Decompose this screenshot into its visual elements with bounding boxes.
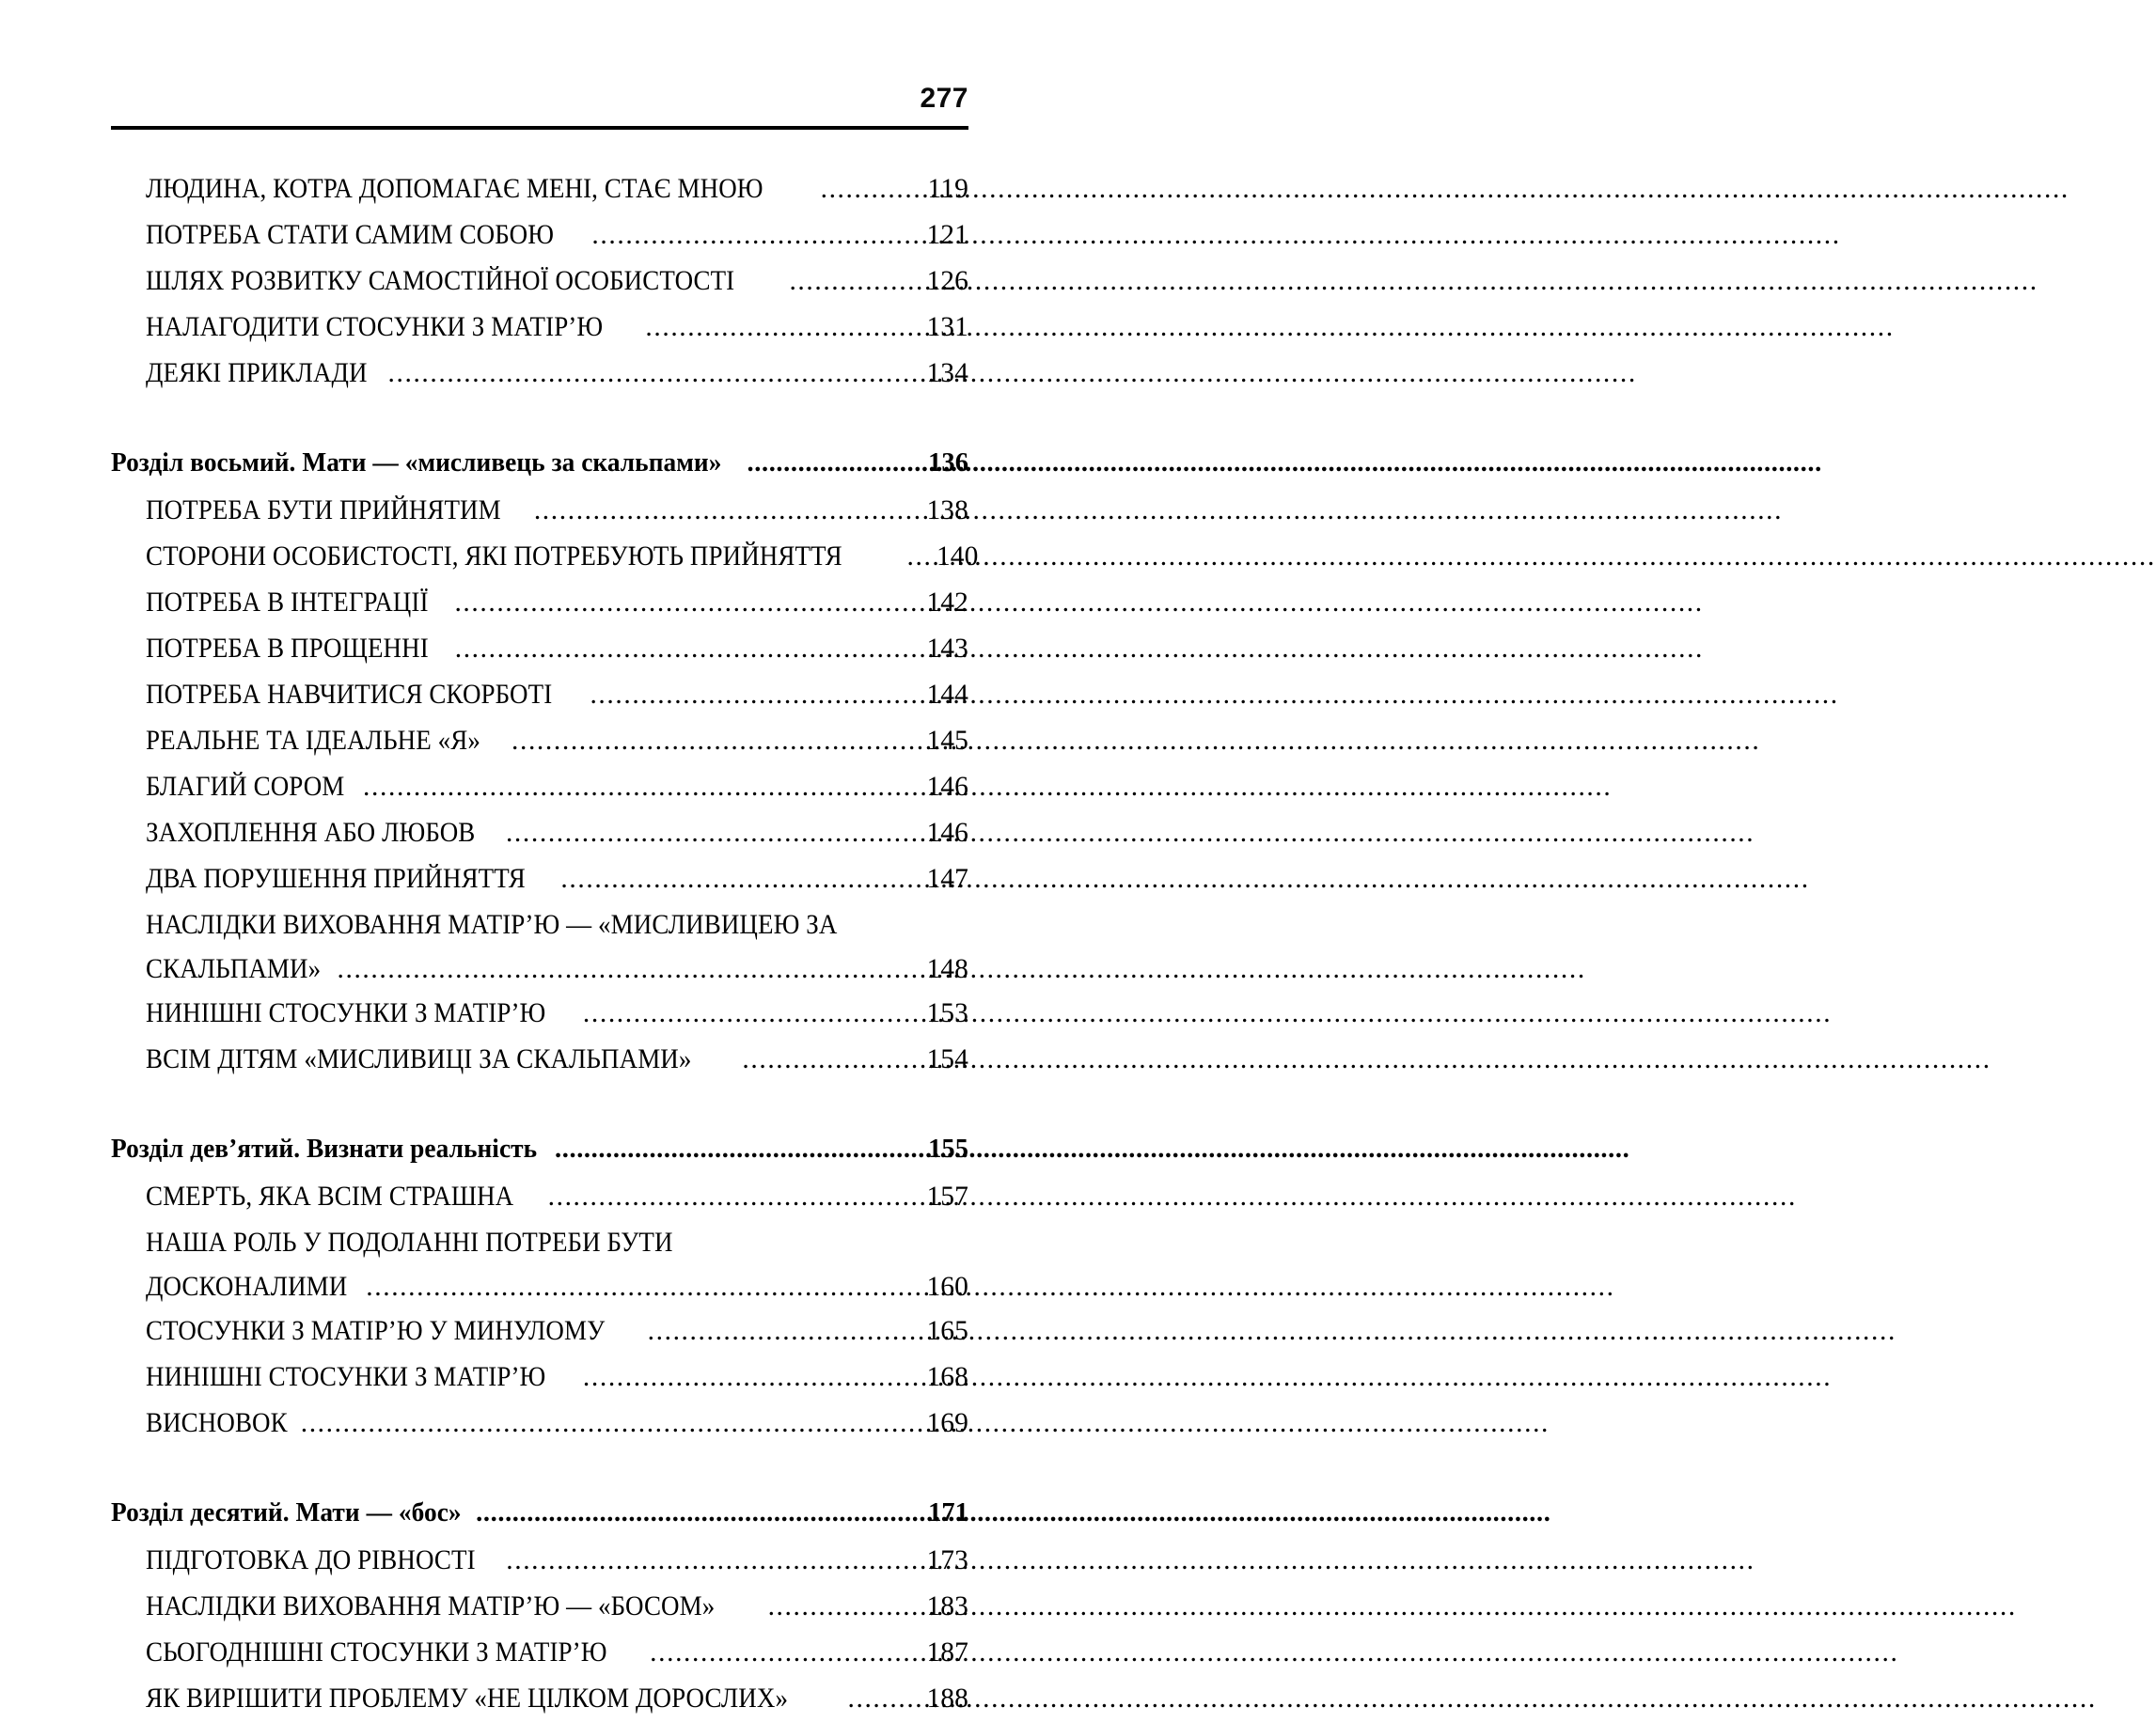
toc-entry[interactable] xyxy=(111,992,968,1036)
dot-leader xyxy=(583,992,903,1036)
dot-leader xyxy=(821,167,903,211)
toc-entry-title: НИНІШНІ СТОСУНКИ З МАТІР’Ю xyxy=(146,1362,546,1392)
toc-entry-page-number: 140 xyxy=(936,541,979,572)
dot-leader xyxy=(511,719,903,763)
toc-entry-title: ПОТРЕБА БУТИ ПРИЙНЯТИМ xyxy=(146,495,501,525)
dot-leader xyxy=(548,1175,903,1219)
header-rule xyxy=(111,126,968,130)
toc-entry[interactable] xyxy=(111,352,968,396)
toc-entry-title: ВИСНОВОК xyxy=(146,1408,288,1438)
toc-entry-page-number: 153 xyxy=(926,998,968,1028)
toc-entry[interactable] xyxy=(111,1677,968,1721)
toc-entry-title: ДОСКОНАЛИМИ xyxy=(146,1272,348,1302)
dot-leader xyxy=(338,948,904,992)
table-of-contents xyxy=(111,167,979,1723)
toc-entry[interactable] xyxy=(111,259,968,304)
toc-entry-title: СКАЛЬПАМИ» xyxy=(146,954,322,984)
toc-entry-page-number: 146 xyxy=(926,818,968,848)
toc-entry[interactable] xyxy=(111,1585,968,1629)
toc-entry-title: ПОТРЕБА НАВЧИТИСЯ СКОРБОТІ xyxy=(146,680,553,710)
toc-entry-page-number: 126 xyxy=(926,266,968,296)
toc-chapter-title: Розділ дев’ятий. Визнати реальність xyxy=(111,1135,538,1164)
toc-entry-page-number: 145 xyxy=(926,726,968,756)
toc-entry-page-number: 168 xyxy=(926,1362,968,1392)
toc-entry-title: ЛЮДИНА, КОТРА ДОПОМАГАЄ МЕНІ, СТАЄ МНОЮ xyxy=(146,174,763,204)
toc-entry-line2 xyxy=(146,948,968,992)
dot-leader xyxy=(388,352,903,396)
toc-entry-page-number: 187 xyxy=(926,1637,968,1668)
toc-entry-page-number: 121 xyxy=(926,220,968,250)
toc-entry-title: БЛАГИЙ СОРОМ xyxy=(146,772,345,802)
toc-entry-title: ДВА ПОРУШЕННЯ ПРИЙНЯТТЯ xyxy=(146,864,526,894)
toc-entry[interactable] xyxy=(111,1631,968,1675)
dot-leader xyxy=(506,811,903,855)
dot-leader xyxy=(506,1539,903,1583)
toc-chapter-entry[interactable] xyxy=(111,1491,968,1535)
toc-entry-page-number: 154 xyxy=(926,1044,968,1074)
toc-entry-title: СЬОГОДНІШНІ СТОСУНКИ З МАТІР’Ю xyxy=(146,1637,607,1668)
toc-chapter-title: Розділ десятий. Мати — «бос» xyxy=(111,1498,462,1527)
toc-entry-title: СТОРОНИ ОСОБИСТОСТІ, ЯКІ ПОТРЕБУЮТЬ ПРИЙНЯТТЯ xyxy=(146,541,842,572)
dot-leader xyxy=(534,489,903,533)
section-spacer xyxy=(111,1448,968,1466)
toc-entry-page-number: 148 xyxy=(926,954,968,984)
toc-entry-page-number: 165 xyxy=(926,1316,968,1346)
section-spacer xyxy=(111,398,968,416)
dot-leader xyxy=(476,1491,911,1535)
toc-entry[interactable] xyxy=(111,305,968,350)
toc-entry-title: ЗАХОПЛЕННЯ АБО ЛЮБОВ xyxy=(146,818,476,848)
toc-entry-page-number: 138 xyxy=(926,495,968,525)
page-number: 277 xyxy=(920,83,968,114)
dot-leader xyxy=(454,581,903,625)
dot-leader xyxy=(560,857,903,901)
toc-entry[interactable] xyxy=(111,1355,968,1400)
toc-entry-page-number: 131 xyxy=(926,312,968,342)
toc-entry[interactable] xyxy=(111,719,968,763)
toc-chapter-entry[interactable] xyxy=(111,1127,968,1171)
toc-entry[interactable] xyxy=(111,1038,968,1082)
toc-entry[interactable] xyxy=(111,489,968,533)
dot-leader xyxy=(748,441,911,485)
toc-entry-title: ПОТРЕБА В ПРОЩЕННІ xyxy=(146,634,429,664)
toc-entry-title: РЕАЛЬНЕ ТА ІДЕАЛЬНЕ «Я» xyxy=(146,726,480,756)
toc-entry-page-number: 188 xyxy=(926,1684,968,1714)
toc-chapter-entry[interactable] xyxy=(111,441,968,485)
toc-entry-multiline[interactable] xyxy=(111,1221,968,1309)
toc-entry-title: НИНІШНІ СТОСУНКИ З МАТІР’Ю xyxy=(146,998,546,1028)
toc-entry-title-line1: НАСЛІДКИ ВИХОВАННЯ МАТІР’Ю — «МИСЛИВИЦЕЮ ЗА xyxy=(146,910,838,940)
toc-entry[interactable] xyxy=(111,1309,968,1354)
dot-leader xyxy=(366,1265,903,1309)
toc-entry-title: ПІДГОТОВКА ДО РІВНОСТІ xyxy=(146,1545,476,1575)
toc-entry-title-line1: НАША РОЛЬ У ПОДОЛАННІ ПОТРЕБИ БУТИ xyxy=(146,1228,673,1258)
toc-entry-page-number: 173 xyxy=(926,1545,968,1575)
toc-entry-page-number: 147 xyxy=(926,864,968,894)
toc-entry-title: ПОТРЕБА СТАТИ САМИМ СОБОЮ xyxy=(146,220,555,250)
running-header xyxy=(111,83,968,133)
toc-entry-multiline[interactable] xyxy=(111,903,968,992)
toc-entry-title: СТОСУНКИ З МАТІР’Ю У МИНУЛОМУ xyxy=(146,1316,606,1346)
dot-leader xyxy=(591,213,903,258)
toc-entry[interactable] xyxy=(111,167,968,211)
toc-entry-page-number: 146 xyxy=(926,772,968,802)
dot-leader xyxy=(555,1127,911,1171)
toc-chapter-page-number: 136 xyxy=(928,448,968,478)
toc-entry-page-number: 142 xyxy=(926,587,968,618)
toc-entry[interactable] xyxy=(111,213,968,258)
dot-leader xyxy=(363,765,903,809)
toc-entry-title: ШЛЯХ РОЗВИТКУ САМОСТІЙНОЇ ОСОБИСТОСТІ xyxy=(146,266,735,296)
section-spacer xyxy=(111,1084,968,1103)
toc-entry[interactable] xyxy=(111,1402,968,1446)
dot-leader xyxy=(645,305,903,350)
toc-entry[interactable] xyxy=(111,1175,968,1219)
dot-leader xyxy=(583,1355,903,1400)
toc-entry-title: НАСЛІДКИ ВИХОВАННЯ МАТІР’Ю — «БОСОМ» xyxy=(146,1591,716,1621)
toc-entry-title: НАЛАГОДИТИ СТОСУНКИ З МАТІР’Ю xyxy=(146,312,604,342)
toc-entry[interactable] xyxy=(111,673,968,717)
toc-entry-page-number: 183 xyxy=(926,1591,968,1621)
toc-chapter-page-number: 171 xyxy=(928,1498,968,1527)
toc-entry-title: ДЕЯКІ ПРИКЛАДИ xyxy=(146,358,368,388)
toc-entry-title: ВСІМ ДІТЯМ «МИСЛИВИЦІ ЗА СКАЛЬПАМИ» xyxy=(146,1044,692,1074)
toc-entry-page-number: 160 xyxy=(926,1272,968,1302)
toc-entry-title: СМЕРТЬ, ЯКА ВСІМ СТРАШНА xyxy=(146,1182,514,1212)
dot-leader xyxy=(590,673,903,717)
dot-leader xyxy=(742,1038,903,1082)
toc-entry-title: ПОТРЕБА В ІНТЕГРАЦІЇ xyxy=(146,587,429,618)
dot-leader xyxy=(768,1585,903,1629)
dot-leader xyxy=(789,259,903,304)
toc-entry-page-number: 134 xyxy=(926,358,968,388)
toc-entry[interactable] xyxy=(111,535,979,579)
dot-leader xyxy=(455,627,903,671)
toc-entry[interactable] xyxy=(111,627,968,671)
toc-entry-page-number: 157 xyxy=(926,1182,968,1212)
dot-leader xyxy=(301,1402,903,1446)
toc-entry-line2 xyxy=(146,1265,968,1309)
toc-chapter-page-number: 155 xyxy=(928,1135,968,1164)
toc-entry[interactable] xyxy=(111,765,968,809)
toc-entry-page-number: 119 xyxy=(927,174,968,204)
toc-entry[interactable] xyxy=(111,581,968,625)
toc-entry[interactable] xyxy=(111,811,968,855)
dot-leader xyxy=(648,1309,903,1354)
dot-leader xyxy=(848,1677,904,1721)
toc-entry[interactable] xyxy=(111,1539,968,1583)
dot-leader xyxy=(650,1631,903,1675)
toc-entry-page-number: 169 xyxy=(926,1408,968,1438)
toc-entry-page-number: 143 xyxy=(926,634,968,664)
toc-entry-title: ЯК ВИРІШИТИ ПРОБЛЕМУ «НЕ ЦІЛКОМ ДОРОСЛИХ» xyxy=(146,1684,789,1714)
toc-entry-page-number: 144 xyxy=(926,680,968,710)
toc-entry[interactable] xyxy=(111,857,968,901)
toc-chapter-title: Розділ восьмий. Мати — «мисливець за скальпами» xyxy=(111,448,722,478)
